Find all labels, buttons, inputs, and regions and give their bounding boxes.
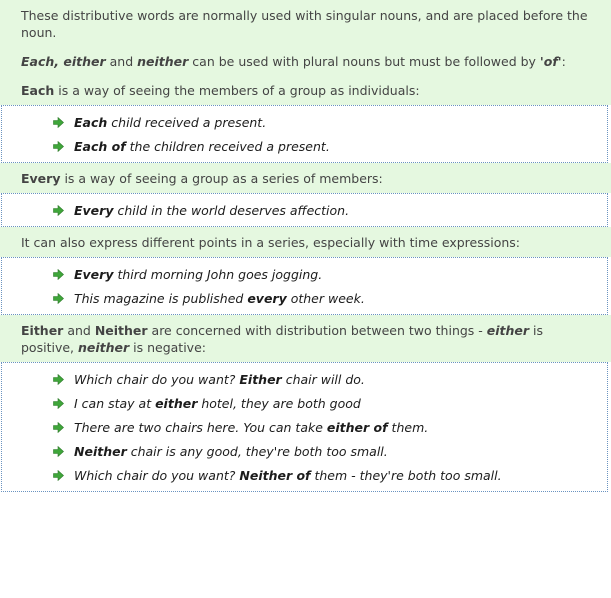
text-run: hotel, they are both good (197, 396, 361, 411)
emphasis-text: neither (137, 54, 189, 69)
green-arrow-icon (53, 269, 64, 280)
emphasis-text: Each of (74, 139, 126, 154)
explanation-panel (0, 315, 611, 362)
text-run: the children received a present. (125, 139, 330, 154)
text-run: There are two chairs here. You can take (74, 420, 327, 435)
green-arrow-icon (53, 422, 64, 433)
green-arrow-icon (53, 398, 64, 409)
emphasis-text: either of (326, 420, 388, 435)
example-sentence (53, 266, 607, 284)
example-sentence (53, 467, 607, 485)
text-run: chair will do. (281, 372, 365, 387)
text-run: can be used with plural nouns but must be followed by (188, 54, 540, 69)
text-run: It can also express different points in a series, especially with time expressions: (21, 235, 521, 250)
emphasis-text: neither (77, 340, 130, 355)
emphasis-text: Neither (94, 323, 148, 338)
emphasis-text: Neither of (239, 468, 311, 483)
text-run: is positive, (21, 323, 544, 355)
text-run: : (561, 54, 566, 69)
text-run: and (105, 54, 138, 69)
example-sentence (53, 371, 607, 389)
text-run: I can stay at (74, 396, 156, 411)
explanation-paragraph (21, 322, 593, 356)
emphasis-text: Each (74, 115, 108, 130)
text-run: are concerned with distribution between two things - (147, 323, 487, 338)
example-sentence (53, 138, 607, 156)
text-run: This magazine is published (74, 291, 248, 306)
text-run: Which chair do you want? (74, 468, 240, 483)
text-run: is a way of seeing the members of a group as individuals: (54, 83, 420, 98)
explanation-paragraph (21, 7, 593, 41)
emphasis-text: Every (21, 171, 61, 186)
emphasis-text: every (247, 291, 287, 306)
emphasis-text: Each, either (21, 54, 106, 69)
emphasis-text: Each (21, 83, 55, 98)
emphasis-text: 'of' (539, 54, 562, 69)
text-run: is a way of seeing a group as a series of members: (60, 171, 383, 186)
example-sentence (53, 290, 607, 308)
example-sentence (53, 395, 607, 413)
explanation-paragraph (21, 82, 593, 99)
examples-box (1, 362, 608, 492)
emphasis-text: either (486, 323, 530, 338)
text-run: child in the world deserves affection. (113, 203, 350, 218)
example-sentence (53, 443, 607, 461)
emphasis-text: Every (74, 267, 114, 282)
text-run: them - they're both too small. (310, 468, 502, 483)
text-run: Which chair do you want? (74, 372, 240, 387)
green-arrow-icon (53, 470, 64, 481)
green-arrow-icon (53, 117, 64, 128)
text-run: is negative: (129, 340, 206, 355)
green-arrow-icon (53, 141, 64, 152)
explanation-panel (0, 163, 611, 193)
text-run: and (63, 323, 95, 338)
example-sentence (53, 202, 607, 220)
example-sentence (53, 419, 607, 437)
green-arrow-icon (53, 374, 64, 385)
green-arrow-icon (53, 293, 64, 304)
example-sentence (53, 114, 607, 132)
text-run: third morning John goes jogging. (113, 267, 323, 282)
explanation-paragraph (21, 170, 593, 187)
text-run: them. (387, 420, 429, 435)
emphasis-text: Either (239, 372, 282, 387)
text-run: other week. (286, 291, 365, 306)
examples-box (1, 193, 608, 227)
examples-box (1, 105, 608, 163)
explanation-paragraph (21, 234, 593, 251)
emphasis-text: Neither (74, 444, 127, 459)
green-arrow-icon (53, 205, 64, 216)
text-run: child received a present. (107, 115, 267, 130)
examples-box (1, 257, 608, 315)
emphasis-text: either (155, 396, 198, 411)
explanation-paragraph (21, 53, 593, 70)
green-arrow-icon (53, 446, 64, 457)
explanation-panel (0, 227, 611, 257)
emphasis-text: Every (74, 203, 114, 218)
text-run: These distributive words are normally used with singular nouns, and are placed before the noun. (21, 8, 588, 40)
emphasis-text: Either (21, 323, 64, 338)
text-run: chair is any good, they're both too small. (126, 444, 388, 459)
explanation-panel (0, 0, 611, 105)
